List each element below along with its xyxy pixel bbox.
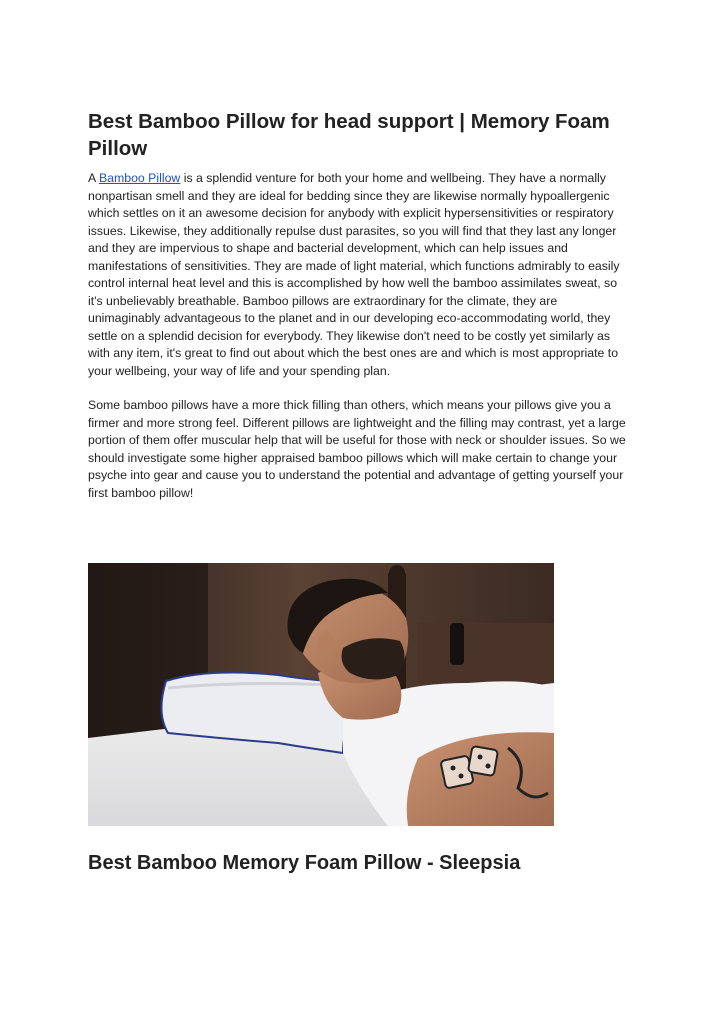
man-on-pillow-photo xyxy=(88,563,554,826)
page-title: Best Bamboo Pillow for head support | Memory Foam Pillow xyxy=(88,110,610,160)
second-paragraph: Some bamboo pillows have a more thick filling than others, which means your pillows give you a firmer and more strong feel. Different pillows are lightweight and the filling may contrast, yet a large portion of them offer muscular help that will be useful for those with neck or shoulder issues. So we should investigate some higher appraised bamboo pillows which will make certain to change your psyche into gear and cause you to understand the potential and advantage of getting yourself your first bamboo pillow! xyxy=(88,398,626,500)
intro-prefix: A xyxy=(88,171,99,185)
photo-illustration xyxy=(88,563,554,826)
intro-paragraph xyxy=(88,170,633,380)
intro-text: is a splendid venture for both your home and wellbeing. They have a normally nonpartisan smell and they are ideal for bedding since they are likewise normally hypoallergenic which settles on it an awesome decision for anybody with explicit hypersensitivities or respiratory issues. Likewise, they additionally repulse dust parasites, so you will find that they last any longer and they are impervious to shape and bacterial development, which can help issues and manifestations of sensitivities. They are made of light material, which functions admirably to easily control internal heat level and this is accomplished by how well the bamboo assimilates sweat, so it's unbelievably breathable. Bamboo pillows are extraordinary for the climate, they are unimaginably advantageous to the planet and in our developing eco-accommodating world, they settle on a splendid decision for everybody. They likewise don't need to be costly yet similarly as with any item, it's great to find out about which the best ones are and which is most appropriate to your wellbeing, your way of life and your spending plan. xyxy=(88,171,620,378)
article-body xyxy=(88,108,633,502)
section-heading: Best Bamboo Memory Foam Pillow - Sleepsia xyxy=(88,852,521,874)
bamboo-pillow-link[interactable]: Bamboo Pillow xyxy=(98,171,181,185)
